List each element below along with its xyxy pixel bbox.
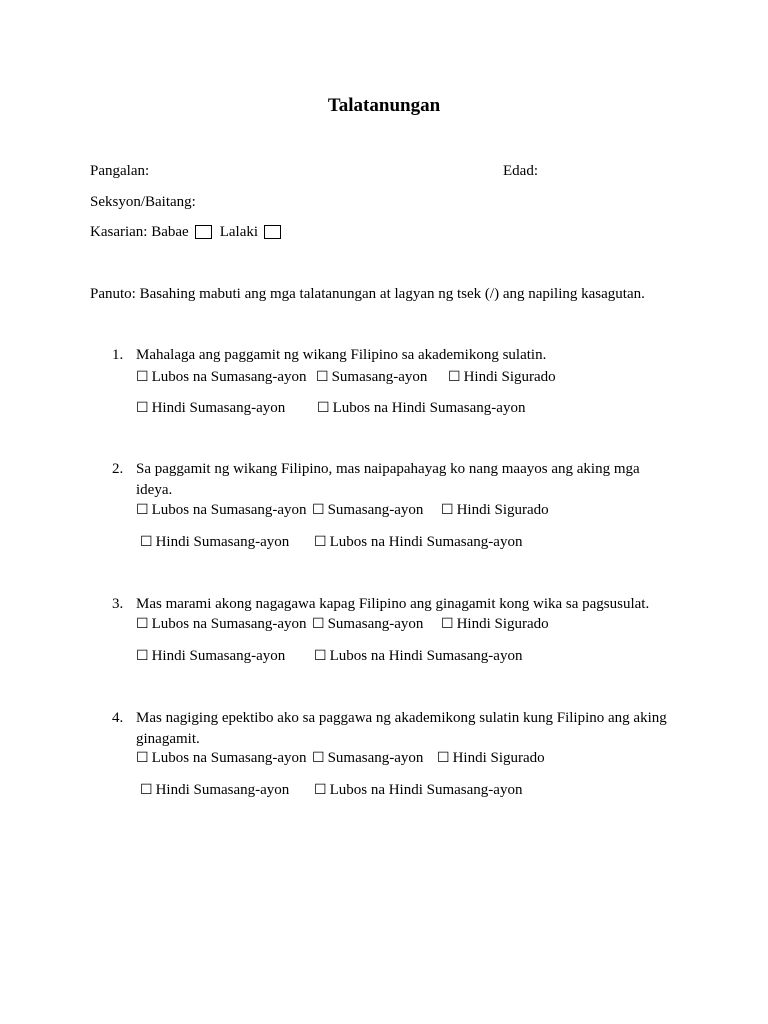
checkbox-icon: ☐: [136, 400, 149, 416]
q2-option-disagree[interactable]: ☐ Hindi Sumasang-ayon: [140, 534, 290, 550]
question-number: 3.: [112, 596, 124, 612]
q2-option-strongly-disagree[interactable]: ☐ Lubos na Hindi Sumasang-ayon: [314, 534, 523, 550]
q3-option-strongly-agree[interactable]: ☐ Lubos na Sumasang-ayon: [136, 616, 307, 632]
checkbox-icon: ☐: [140, 534, 153, 550]
section-label: Seksyon/Baitang:: [90, 194, 196, 210]
q3-option-strongly-disagree[interactable]: ☐ Lubos na Hindi Sumasang-ayon: [314, 648, 523, 664]
checkbox-icon: ☐: [314, 782, 327, 798]
checkbox-icon: ☐: [312, 750, 325, 766]
checkbox-icon: ☐: [314, 534, 327, 550]
age-label: Edad:: [503, 163, 538, 179]
name-label: Pangalan:: [90, 163, 150, 179]
gender-label: Kasarian:: [90, 224, 148, 240]
gender-row: [90, 223, 289, 241]
checkbox-icon: ☐: [441, 502, 454, 518]
checkbox-icon: ☐: [314, 648, 327, 664]
q1-option-strongly-agree[interactable]: ☐ Lubos na Sumasang-ayon: [136, 369, 307, 385]
q4-option-agree[interactable]: ☐ Sumasang-ayon: [312, 750, 424, 766]
checkbox-icon: ☐: [317, 400, 330, 416]
question-number: 4.: [112, 710, 124, 726]
q2-option-unsure[interactable]: ☐ Hindi Sigurado: [441, 502, 549, 518]
q1-option-agree[interactable]: ☐ Sumasang-ayon: [316, 369, 428, 385]
question-text: Sa paggamit ng wikang Filipino, mas naipapahayag ko nang maayos ang aking mga ideya.: [136, 461, 640, 498]
gender-female-checkbox[interactable]: [195, 225, 212, 239]
question-number: 2.: [112, 461, 124, 477]
q3-option-unsure[interactable]: ☐ Hindi Sigurado: [441, 616, 549, 632]
checkbox-icon: ☐: [136, 616, 149, 632]
checkbox-icon: ☐: [136, 750, 149, 766]
checkbox-icon: ☐: [136, 502, 149, 518]
checkbox-icon: ☐: [437, 750, 450, 766]
gender-male-checkbox[interactable]: [264, 225, 281, 239]
q1-option-strongly-disagree[interactable]: ☐ Lubos na Hindi Sumasang-ayon: [317, 400, 526, 416]
question-text: Mas marami akong nagagawa kapag Filipino ang ginagamit kong wika sa pagsusulat.: [136, 596, 650, 612]
q4-option-unsure[interactable]: ☐ Hindi Sigurado: [437, 750, 545, 766]
question-text: Mahalaga ang paggamit ng wikang Filipino sa akademikong sulatin.: [136, 347, 547, 363]
gender-male-label: Lalaki: [219, 224, 259, 240]
checkbox-icon: ☐: [136, 648, 149, 664]
checkbox-icon: ☐: [441, 616, 454, 632]
question-number: 1.: [112, 347, 124, 363]
q1-option-disagree[interactable]: ☐ Hindi Sumasang-ayon: [136, 400, 286, 416]
checkbox-icon: ☐: [136, 369, 149, 385]
q2-option-strongly-agree[interactable]: ☐ Lubos na Sumasang-ayon: [136, 502, 307, 518]
question-text: Mas nagiging epektibo ako sa paggawa ng akademikong sulatin kung Filipino ang aking ginagamit.: [136, 710, 667, 747]
q4-option-disagree[interactable]: ☐ Hindi Sumasang-ayon: [140, 782, 290, 798]
q3-option-agree[interactable]: ☐ Sumasang-ayon: [312, 616, 424, 632]
q1-option-unsure[interactable]: ☐ Hindi Sigurado: [448, 369, 556, 385]
q4-option-strongly-disagree[interactable]: ☐ Lubos na Hindi Sumasang-ayon: [314, 782, 523, 798]
gender-female-label: Babae: [151, 224, 189, 240]
page-title: Talatanungan: [327, 95, 441, 116]
q2-option-agree[interactable]: ☐ Sumasang-ayon: [312, 502, 424, 518]
checkbox-icon: ☐: [312, 502, 325, 518]
checkbox-icon: ☐: [316, 369, 329, 385]
checkbox-icon: ☐: [140, 782, 153, 798]
q4-option-strongly-agree[interactable]: ☐ Lubos na Sumasang-ayon: [136, 750, 307, 766]
instructions: Panuto: Basahing mabuti ang mga talatanungan at lagyan ng tsek (/) ang napiling kasagutan.: [90, 286, 645, 302]
checkbox-icon: ☐: [312, 616, 325, 632]
checkbox-icon: ☐: [448, 369, 461, 385]
q3-option-disagree[interactable]: ☐ Hindi Sumasang-ayon: [136, 648, 286, 664]
